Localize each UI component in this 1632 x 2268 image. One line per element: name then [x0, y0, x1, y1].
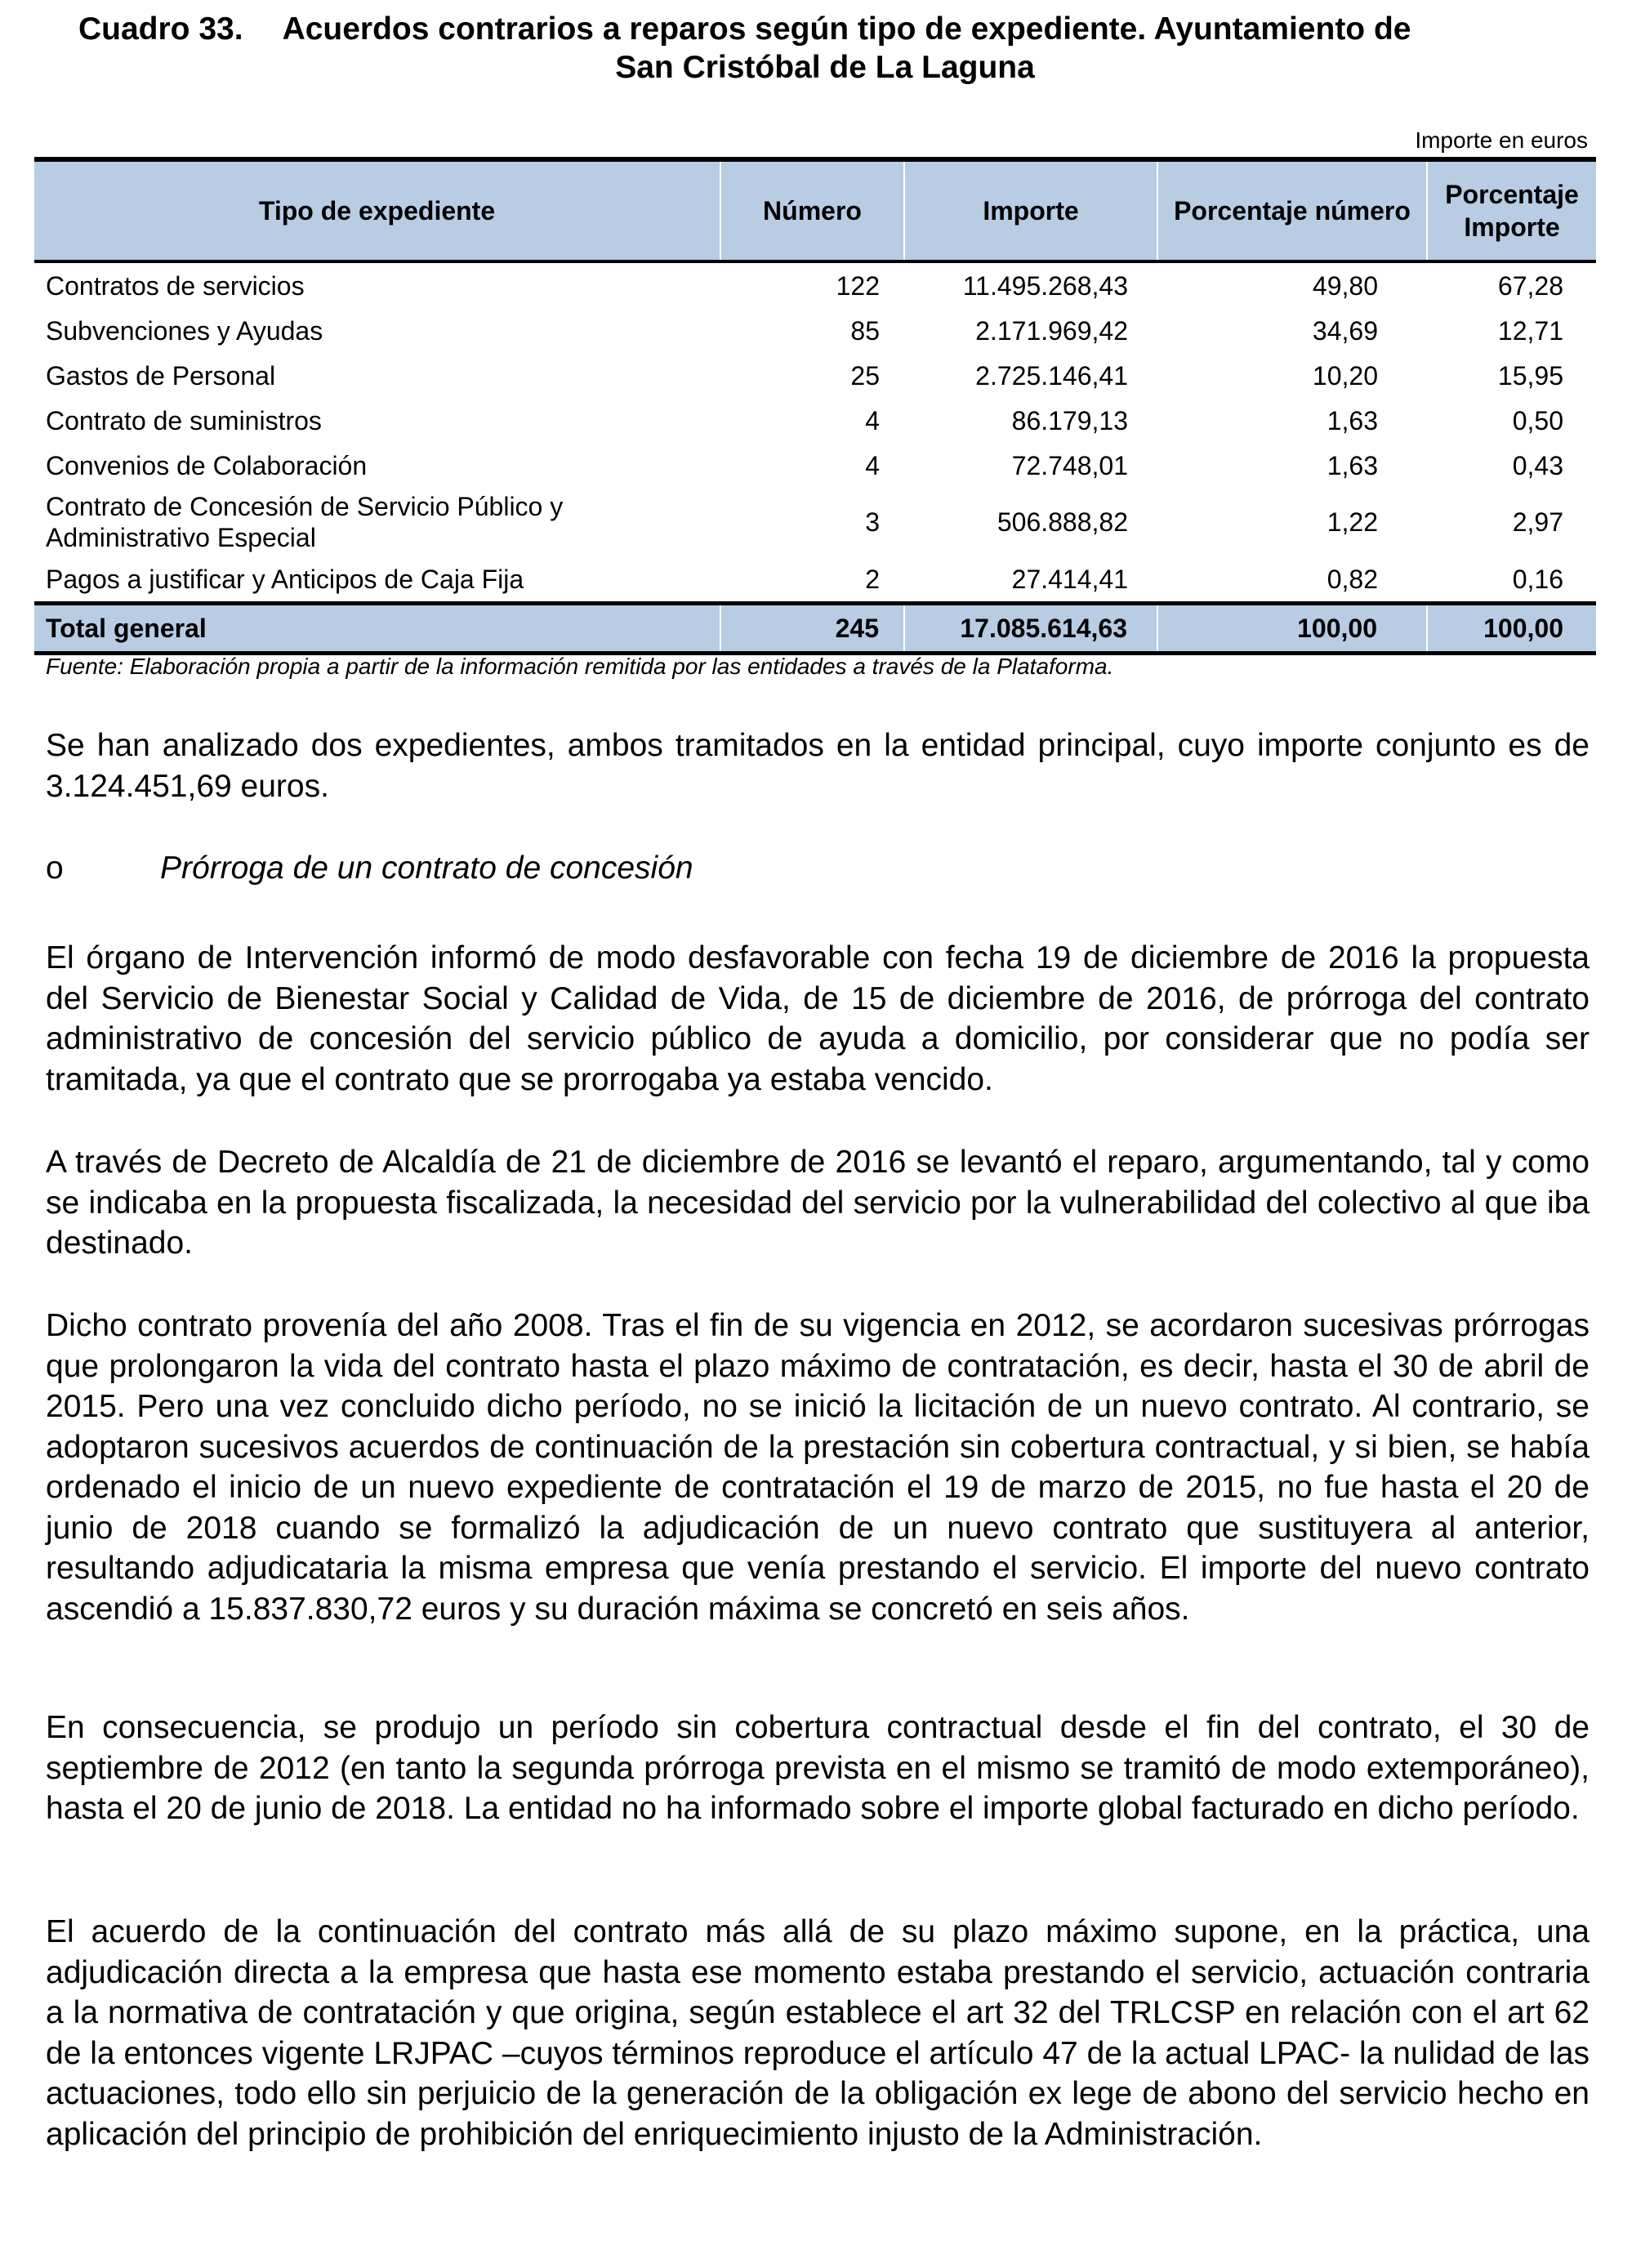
cell-tipo: Pagos a justificar y Anticipos de Caja Fija	[46, 564, 524, 594]
header-pct-importe: Porcentaje Importe	[1427, 159, 1596, 261]
cell-numero: 122	[836, 270, 880, 301]
table-title-line2: San Cristóbal de La Laguna	[615, 50, 1035, 85]
cell-tipo: Contratos de servicios	[46, 270, 305, 301]
cell-numero: 2	[865, 564, 880, 594]
cell-importe: 2.171.969,42	[975, 315, 1128, 346]
cell-pct-importe: 0,16	[1512, 564, 1563, 594]
table-row	[34, 556, 1596, 604]
header-tipo: Tipo de expediente	[34, 159, 720, 261]
paragraph-4: Dicho contrato provenía del año 2008. Tras el fin de su vigencia en 2012, se acordaron sucesivas prórrogas que prolongaron la vida del contrato hasta el plazo máximo de contratación, es decir, hasta el 30 de abril de 2015. Pero una vez concluido dicho período, no se inició la licitación de un nuevo contrato. Al contrario, se adoptaron sucesivos acuerdos de continuación de la prestación sin cobertura contractual, y si bien, se había ordenado el inicio de un nuevo expediente de contratación el 19 de marzo de 2015, no fue hasta el 20 de junio de 2018 cuando se formalizó la adjudicación de un nuevo contrato que sustituyera al anterior, resultando adjudicataria la misma empresa que venía prestando el servicio. El importe del nuevo contrato ascendió a 15.837.830,72 euros y su duración máxima se concretó en seis años.	[46, 1308, 1590, 1627]
source-note: Fuente: Elaboración propia a partir de la información remitida por las entidades a través de la Plataforma.	[46, 654, 1114, 679]
cell-importe: 72.748,01	[1011, 450, 1128, 480]
table-header-row	[34, 159, 1596, 261]
cell-numero: 25	[850, 360, 880, 391]
cell-numero: 4	[865, 450, 880, 480]
cell-pct-numero: 1,63	[1327, 405, 1378, 435]
cell-pct-numero: 1,22	[1327, 507, 1378, 537]
cell-numero: 85	[850, 315, 880, 346]
paragraph-5: En consecuencia, se produjo un período sin cobertura contractual desde el fin del contrato, el 30 de septiembre de 2012 (en tanto la segunda prórroga prevista en el mismo se tramitó de modo extemporáneo), hasta el 20 de junio de 2018. La entidad no ha informado sobre el importe global facturado en dicho período.	[46, 1710, 1590, 1826]
cell-pct-numero: 49,80	[1312, 270, 1378, 301]
total-pct-importe: 100,00	[1427, 604, 1596, 654]
cell-pct-numero: 10,20	[1312, 360, 1378, 391]
cell-importe: 2.725.146,41	[975, 360, 1128, 391]
paragraph-2: El órgano de Intervención informó de modo desfavorable con fecha 19 de diciembre de 2016 la propuesta del Servicio de Bienestar Social y Calidad de Vida, de 15 de diciembre de 2016, de prórroga del contrato administrativo de concesión del servicio público de ayuda a domicilio, por considerar que no podía ser tramitada, ya que el contrato que se prorrogaba ya estaba vencido.	[46, 940, 1590, 1097]
bullet-heading	[46, 848, 693, 888]
total-importe: 17.085.614,63	[904, 604, 1157, 654]
total-numero: 245	[720, 604, 904, 654]
cell-importe: 27.414,41	[1011, 564, 1128, 594]
cell-pct-importe: 0,50	[1512, 405, 1563, 435]
cell-pct-importe: 15,95	[1497, 360, 1563, 391]
cell-importe: 506.888,82	[997, 507, 1128, 537]
header-pct-numero: Porcentaje número	[1157, 159, 1427, 261]
cell-importe: 11.495.268,43	[962, 270, 1128, 301]
table-row	[34, 398, 1596, 443]
cell-tipo: Contrato de Concesión de Servicio Público y Administrativo Especial	[46, 492, 564, 552]
table-row	[34, 443, 1596, 488]
bullet-mark: o	[46, 850, 64, 886]
paragraph-3: A través de Decreto de Alcaldía de 21 de diciembre de 2016 se levantó el reparo, argumentando, tal y como se indicaba en la propuesta fiscalizada, la necesidad del servicio por la vulnerabilidad del colectivo al que iba destinado.	[46, 1145, 1590, 1261]
cell-pct-importe: 2,97	[1512, 507, 1563, 537]
cell-pct-numero: 34,69	[1312, 315, 1378, 346]
table-row	[34, 261, 1596, 308]
header-importe: Importe	[904, 159, 1157, 261]
units-note: Importe en euros	[1415, 127, 1588, 153]
total-pct-numero: 100,00	[1157, 604, 1427, 654]
table-row	[34, 353, 1596, 398]
table-row	[34, 488, 1596, 556]
table-total-row	[34, 604, 1596, 654]
cell-pct-importe: 12,71	[1497, 315, 1563, 346]
table-title-line1: Acuerdos contrarios a reparos según tipo de expediente. Ayuntamiento de	[282, 11, 1411, 47]
table-row	[34, 308, 1596, 353]
cell-numero: 4	[865, 405, 880, 435]
cell-pct-numero: 0,82	[1327, 564, 1378, 594]
bullet-label: Prórroga de un contrato de concesión	[160, 850, 693, 886]
cell-tipo: Convenios de Colaboración	[46, 450, 368, 480]
cell-tipo: Subvenciones y Ayudas	[46, 315, 323, 346]
header-numero: Número	[720, 159, 904, 261]
paragraph-1: Se han analizado dos expedientes, ambos tramitados en la entidad principal, cuyo importe conjunto es de 3.124.451,69 euros.	[46, 728, 1590, 804]
data-table	[34, 157, 1596, 655]
paragraph-6: El acuerdo de la continuación del contrato más allá de su plazo máximo supone, en la práctica, una adjudicación directa a la empresa que hasta ese momento estaba prestando el servicio, actuación contraria a la normativa de contratación y que origina, según establece el art 32 del TRLCSP en relación con el art 62 de la entonces vigente LRJPAC –cuyos términos reproduce el artículo 47 de la actual LPAC- la nulidad de las actuaciones, todo ello sin perjuicio de la generación de la obligación ex lege de abono del servicio hecho en aplicación del principio de prohibición del enriquecimiento injusto de la Administración.	[46, 1914, 1590, 2152]
cell-pct-numero: 1,63	[1327, 450, 1378, 480]
cell-tipo: Contrato de suministros	[46, 405, 322, 435]
cell-pct-importe: 0,43	[1512, 450, 1563, 480]
cell-importe: 86.179,13	[1011, 405, 1128, 435]
total-label: Total general	[34, 604, 720, 654]
cell-pct-importe: 67,28	[1497, 270, 1563, 301]
cell-tipo: Gastos de Personal	[46, 360, 276, 391]
cell-numero: 3	[865, 507, 880, 537]
table-title	[49, 10, 1601, 87]
table-number: Cuadro 33.	[78, 11, 243, 47]
